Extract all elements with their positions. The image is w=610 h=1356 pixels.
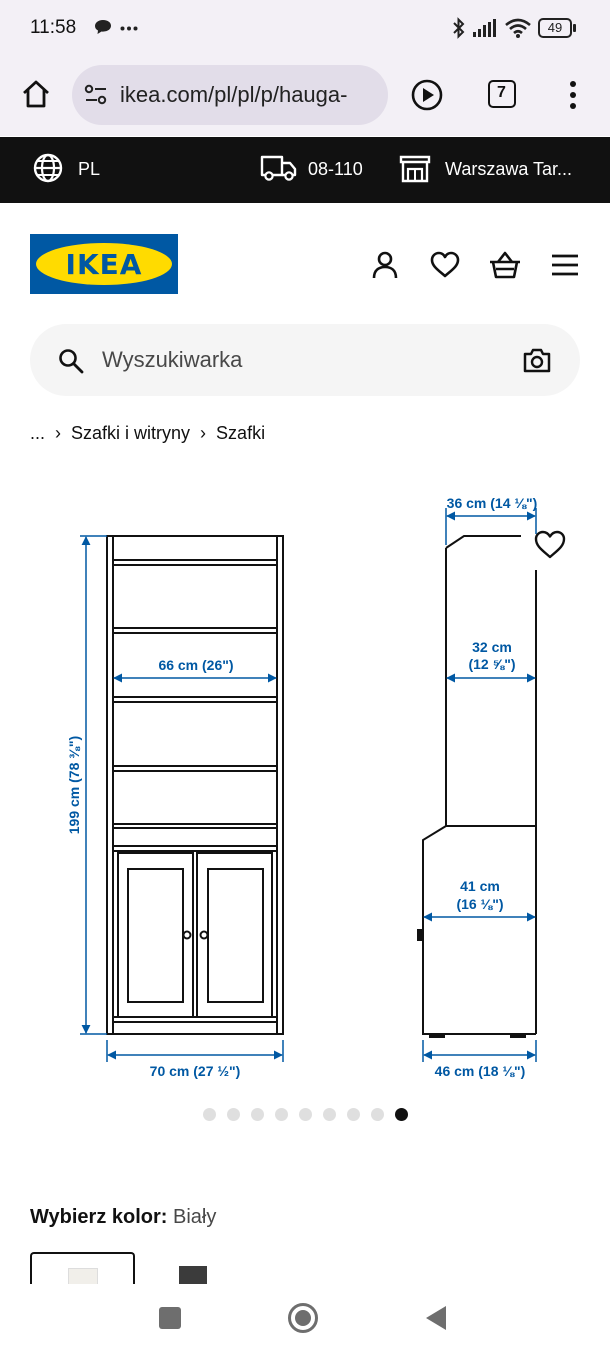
system-nav-bar (0, 1284, 610, 1356)
gallery-dot[interactable] (203, 1108, 216, 1121)
wishlist-heart-icon[interactable] (430, 251, 460, 279)
signal-icon (472, 18, 498, 38)
bluetooth-icon (452, 17, 466, 39)
delivery-postcode[interactable]: 08-110 (308, 159, 363, 179)
url-field[interactable] (72, 65, 388, 125)
status-bar (0, 0, 610, 58)
battery-tip (573, 24, 576, 32)
url-text: ikea.com/pl/pl/p/hauga- (120, 82, 348, 107)
camera-search-icon[interactable] (522, 346, 552, 374)
delivery-truck-icon[interactable] (260, 154, 298, 182)
dim-side-top-label: 36 cm (14 ⅛") (446, 495, 538, 511)
dim-side-low-label-1: 41 cm (460, 878, 500, 894)
dim-outer-width-label: 70 cm (27 ½") (149, 1063, 241, 1079)
ikea-logo[interactable] (30, 234, 178, 294)
chat-bubble-icon (94, 19, 112, 35)
product-dimension-drawing[interactable] (40, 480, 580, 1100)
tabs-count: 7 (497, 84, 506, 101)
breadcrumb (30, 423, 265, 444)
logo-text: IKEA (65, 248, 143, 281)
save-to-wishlist-icon[interactable] (530, 526, 570, 562)
hamburger-menu-icon[interactable] (551, 254, 579, 276)
gallery-dot[interactable] (323, 1108, 336, 1121)
color-selector-label (30, 1206, 216, 1229)
dim-side-mid-label-1: 32 cm (472, 639, 512, 655)
recents-icon[interactable] (159, 1307, 181, 1329)
gallery-dot[interactable] (299, 1108, 312, 1121)
chevron-right-icon: › (200, 423, 207, 443)
dim-side-bottom-label: 46 cm (18 ⅛") (434, 1063, 526, 1079)
breadcrumb-ellipsis[interactable]: ... (30, 423, 46, 443)
more-dots-icon (120, 26, 138, 31)
site-settings-icon[interactable] (84, 84, 108, 106)
dim-inner-width-label: 66 cm (26") (158, 657, 234, 673)
tabs-button[interactable] (488, 80, 516, 108)
search-icon (58, 348, 84, 374)
dim-side-mid-label-2: (12 ⅝") (468, 656, 516, 672)
search-placeholder: Wyszukiwarka (102, 347, 243, 372)
basket-icon[interactable] (488, 250, 522, 280)
breadcrumb-item[interactable]: Szafki (216, 423, 266, 443)
site-header (0, 204, 610, 314)
color-value: Biały (173, 1206, 217, 1228)
gallery-dot[interactable] (275, 1108, 288, 1121)
gallery-dot[interactable] (227, 1108, 240, 1121)
battery-level: 49 (547, 20, 563, 35)
profile-icon[interactable] (370, 250, 400, 280)
wifi-icon (504, 17, 532, 39)
gallery-dot[interactable] (347, 1108, 360, 1121)
chevron-right-icon: › (55, 423, 62, 443)
search-input[interactable] (30, 324, 580, 396)
home-nav-icon[interactable] (287, 1302, 319, 1334)
browser-menu-icon[interactable] (566, 80, 580, 110)
gallery-dot[interactable] (251, 1108, 264, 1121)
color-label: Wybierz kolor: (30, 1206, 168, 1228)
globe-icon[interactable] (32, 152, 64, 184)
home-icon[interactable] (20, 78, 52, 110)
browser-toolbar (0, 58, 610, 136)
language-label[interactable]: PL (78, 159, 101, 179)
ikea-top-bar (0, 137, 610, 203)
dim-side-low-label-2: (16 ⅛") (456, 896, 504, 912)
back-nav-icon[interactable] (424, 1304, 448, 1332)
breadcrumb-item[interactable]: Szafki i witryny (71, 423, 191, 443)
store-name[interactable]: Warszawa Tar... (445, 159, 573, 179)
battery-icon (538, 18, 572, 38)
dim-height-label: 199 cm (78 ⅜") (66, 735, 82, 835)
gallery-dot-active[interactable] (395, 1108, 408, 1121)
gallery-dot[interactable] (371, 1108, 384, 1121)
store-icon[interactable] (399, 154, 431, 184)
play-icon[interactable] (410, 78, 444, 112)
status-time: 11:58 (30, 17, 77, 38)
